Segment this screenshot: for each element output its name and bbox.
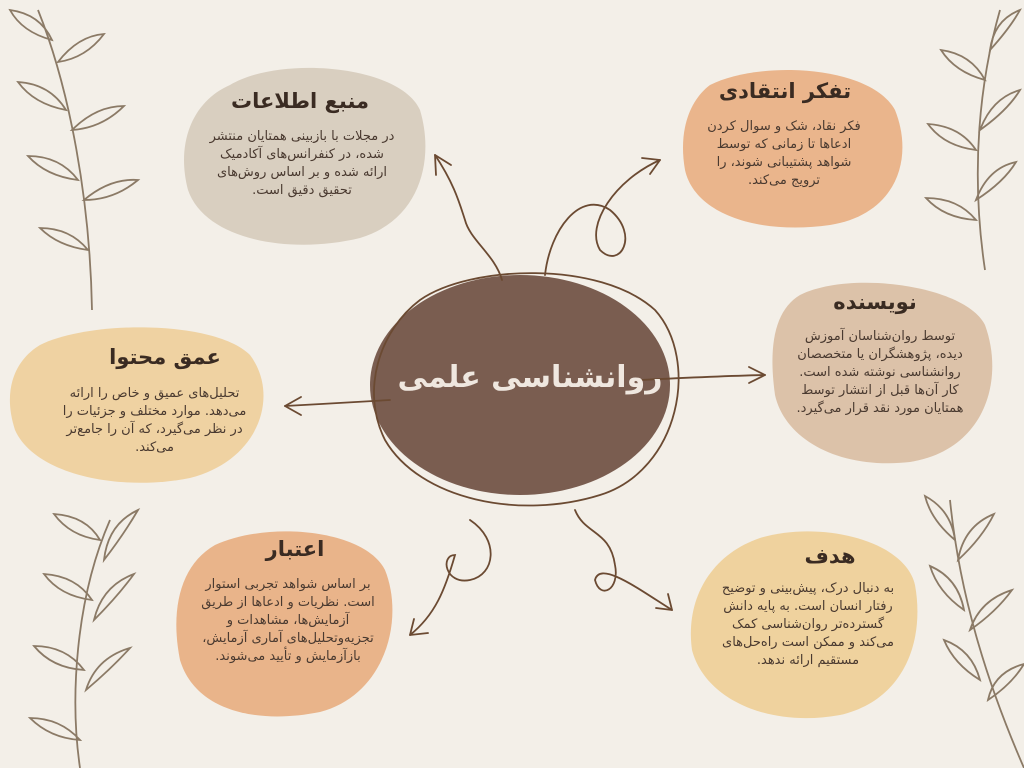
critical-body: فکر نقاد، شک و سوال کردن ادعاها تا زمانی که توسط شواهد پشتیبانی شوند، را ترویج می‌کند. bbox=[707, 119, 861, 188]
goal-body: به دنبال درک، پیش‌بینی و توضیح رفتار انسان است. به پایه دانش گسترده‌تر روان‌شناسی کمک می‌کند و ممکن است راه‌حل‌های مستقیم ارائه ندهد. bbox=[721, 581, 895, 668]
depth-title: عمق محتوا bbox=[109, 345, 221, 369]
author-title: نویسنده bbox=[833, 290, 917, 314]
leaf-branch-top-left-icon bbox=[10, 10, 138, 310]
leaf-branch-bottom-left-icon bbox=[30, 510, 138, 768]
source-title: منبع اطلاعات bbox=[230, 89, 370, 113]
critical-title: تفکر انتقادی bbox=[718, 79, 852, 103]
depth-body: تحلیل‌های عمیق و خاص را ارائه می‌دهد. موارد مختلف و جزئیات را در نظر می‌گیرد، که آن را جامع‌تر می‌کند. bbox=[62, 386, 247, 455]
author-body: توسط روان‌شناسان آموزش دیده، پژوهشگران یا متخصصان روانشناسی نوشته شده است. کار آن‌ها قبل از انتشار توسط همتایان مورد نقد قرار می‌گیرد. bbox=[796, 329, 964, 416]
validity-body: بر اساس شواهد تجربی استوار است. نظریات و ادعاها از طریق آزمایش‌ها، مشاهدات و تجزیه‌وتحلیل‌های آماری آزمایش، بازآزمایش و تأیید می‌شوند. bbox=[201, 577, 375, 664]
center-title: روانشناسی علمی bbox=[397, 360, 663, 395]
validity-title: اعتبار bbox=[265, 537, 325, 561]
leaf-branch-bottom-right-icon bbox=[925, 496, 1024, 768]
goal-title: هدف bbox=[804, 544, 856, 568]
source-body: در مجلات با بازبینی همتایان منتشر شده، در کنفرانس‌های آکادمیک ارائه شده و بر اساس روش‌های تحقیق دقیق است. bbox=[209, 129, 395, 198]
leaf-branch-top-right-icon bbox=[926, 10, 1020, 270]
